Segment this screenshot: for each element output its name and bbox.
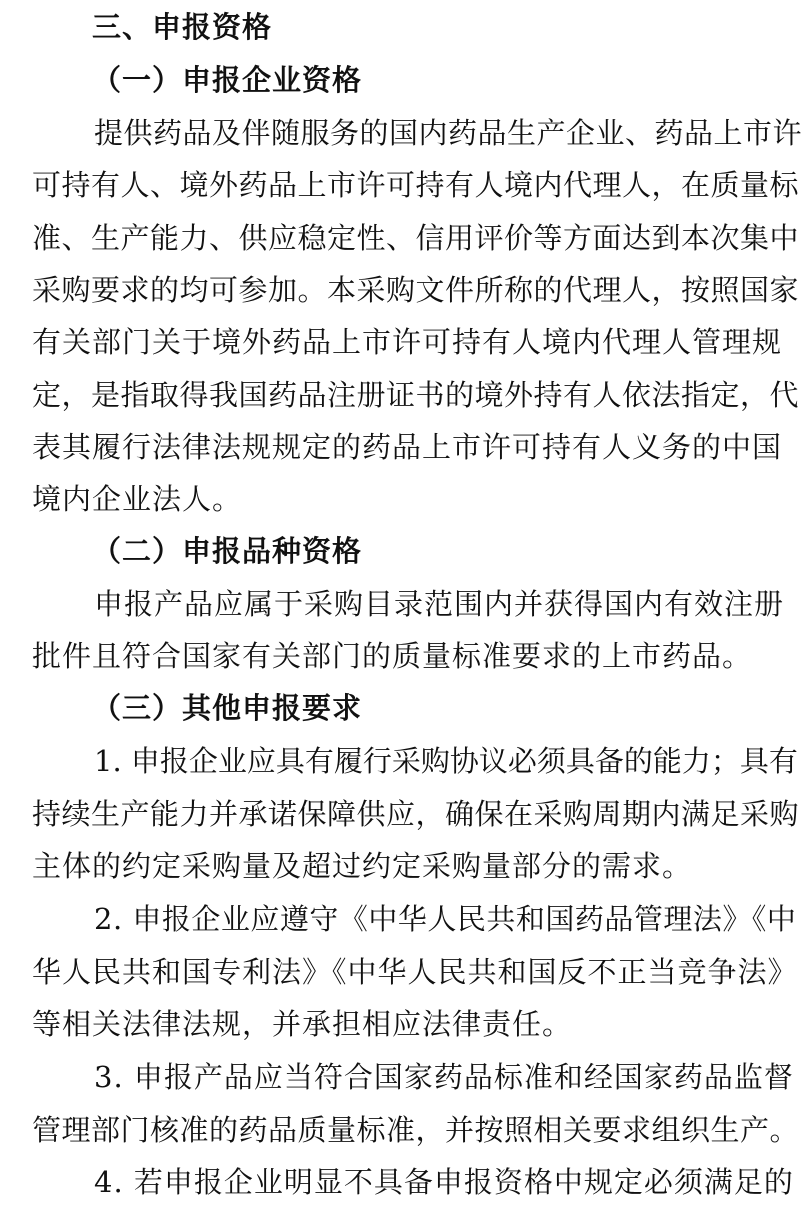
list-item-line: 4. 若申报企业明显不具备申报资格中规定必须满足的: [94, 1165, 794, 1199]
list-item-line: 1. 申报企业应具有履行采购协议必须具备的能力；具有: [94, 744, 798, 778]
paragraph-line: 准、生产能力、供应稳定性、信用评价等方面达到本次集中: [32, 221, 800, 255]
subsection-heading-enterprise: （一）申报企业资格: [92, 63, 363, 97]
paragraph-line: 申报产品应属于采购目录范围内并获得国内有效注册: [94, 587, 785, 621]
paragraph-line: 表其履行法律法规规定的药品上市许可持有人义务的中国: [32, 430, 783, 464]
paragraph-line: 有关部门关于境外药品上市许可持有人境内代理人管理规: [32, 325, 783, 359]
list-item-line: 3. 申报产品应当符合国家药品标准和经国家药品监督: [94, 1060, 794, 1094]
paragraph-line: 采购要求的均可参加。本采购文件所称的代理人，按照国家: [32, 273, 800, 307]
list-item-line: 2. 申报企业应遵守《中华人民共和国药品管理法》《中: [94, 902, 797, 936]
paragraph-line: 提供药品及伴随服务的国内药品生产企业、药品上市许: [94, 116, 803, 150]
list-item-line: 持续生产能力并承诺保障供应，确保在采购周期内满足采购: [32, 797, 800, 831]
paragraph-line: 可持有人、境外药品上市许可持有人境内代理人，在质量标: [32, 168, 800, 202]
list-item-line: 等相关法律法规，并承担相应法律责任。: [32, 1007, 573, 1041]
list-item-line: 主体的约定采购量及超过约定采购量部分的需求。: [32, 849, 693, 883]
list-item-line: 华人民共和国专利法》《中华人民共和国反不正当竞争法》: [32, 955, 798, 989]
section-heading: 三、申报资格: [92, 10, 273, 44]
paragraph-line: 定，是指取得我国药品注册证书的境外持有人依法指定，代: [32, 378, 800, 412]
paragraph-line: 境内企业法人。: [32, 482, 243, 516]
subsection-heading-other: （三）其他申报要求: [92, 691, 363, 725]
paragraph-line: 批件且符合国家有关部门的质量标准要求的上市药品。: [32, 639, 753, 673]
list-item-line: 管理部门核准的药品质量标准，并按照相关要求组织生产。: [32, 1113, 800, 1147]
subsection-heading-product: （二）申报品种资格: [92, 534, 363, 568]
